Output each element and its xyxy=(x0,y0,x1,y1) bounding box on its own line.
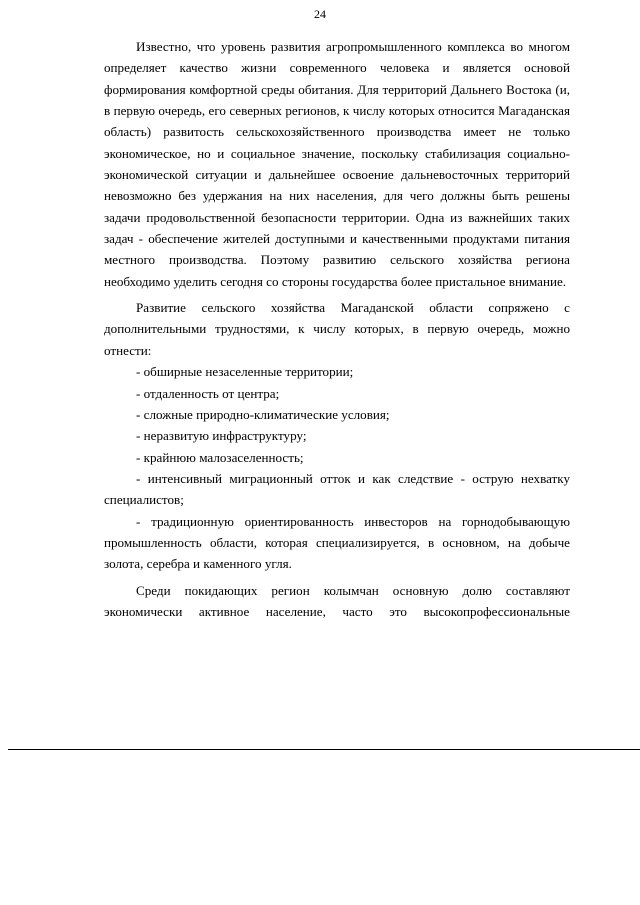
footnote-separator-line xyxy=(8,749,640,750)
page-number: 24 xyxy=(314,7,326,21)
list-item: - крайнюю малозаселенность; xyxy=(136,449,304,465)
list-item: - обширные незаселенные территории; xyxy=(136,364,354,380)
paragraph-difficulties: Развитие сельского хозяйства Магаданской области сопряжено с дополнительными трудностями, к числу которых, в первую очередь, можно отнести: xyxy=(104,300,570,358)
list-item: - сложные природно-климатические условия; xyxy=(136,406,390,422)
list-item: - традиционную ориентированность инвесторов на горнодобывающую промышленность области, которая специализируется, в основном, на добыче золота, серебра и каменного угля. xyxy=(104,513,570,572)
paragraph-intro: Известно, что уровень развития агропромышленного комплекса во многом определяет качество жизни современного человека и является основой формирования комфортной среды обитания. Для территорий Дальнего Востока (и, в первую очередь, его северных регионов, к числу которых относится Магаданская область) развитость сельскохозяйственного производства имеет не только экономическое, но и социальное значение, поскольку стабилизация социально-экономической ситуации и дальнейшее освоение дальневосточных территорий невозможно без удержания на них населения, для чего должны быть решены задачи продовольственной безопасности территории. Одна из важнейших таких задач - обеспечение жителей доступными и качественными продуктами питания местного производства. Поэтому развитию сельского хозяйства региона необходимо уделить сегодня со стороны государства более пристальное внимание. xyxy=(104,39,570,289)
difficulties-list xyxy=(104,361,570,574)
list-item: - интенсивный миграционный отток и как следствие - острую нехватку специалистов; xyxy=(104,470,570,508)
paragraph-outflow: Среди покидающих регион колымчан основную долю составляют экономически активное население, часто это высокопрофессиональные xyxy=(104,582,570,619)
document-body xyxy=(104,36,570,627)
list-item: - отдаленность от центра; xyxy=(136,385,280,401)
list-item: - неразвитую инфраструктуру; xyxy=(136,428,307,444)
